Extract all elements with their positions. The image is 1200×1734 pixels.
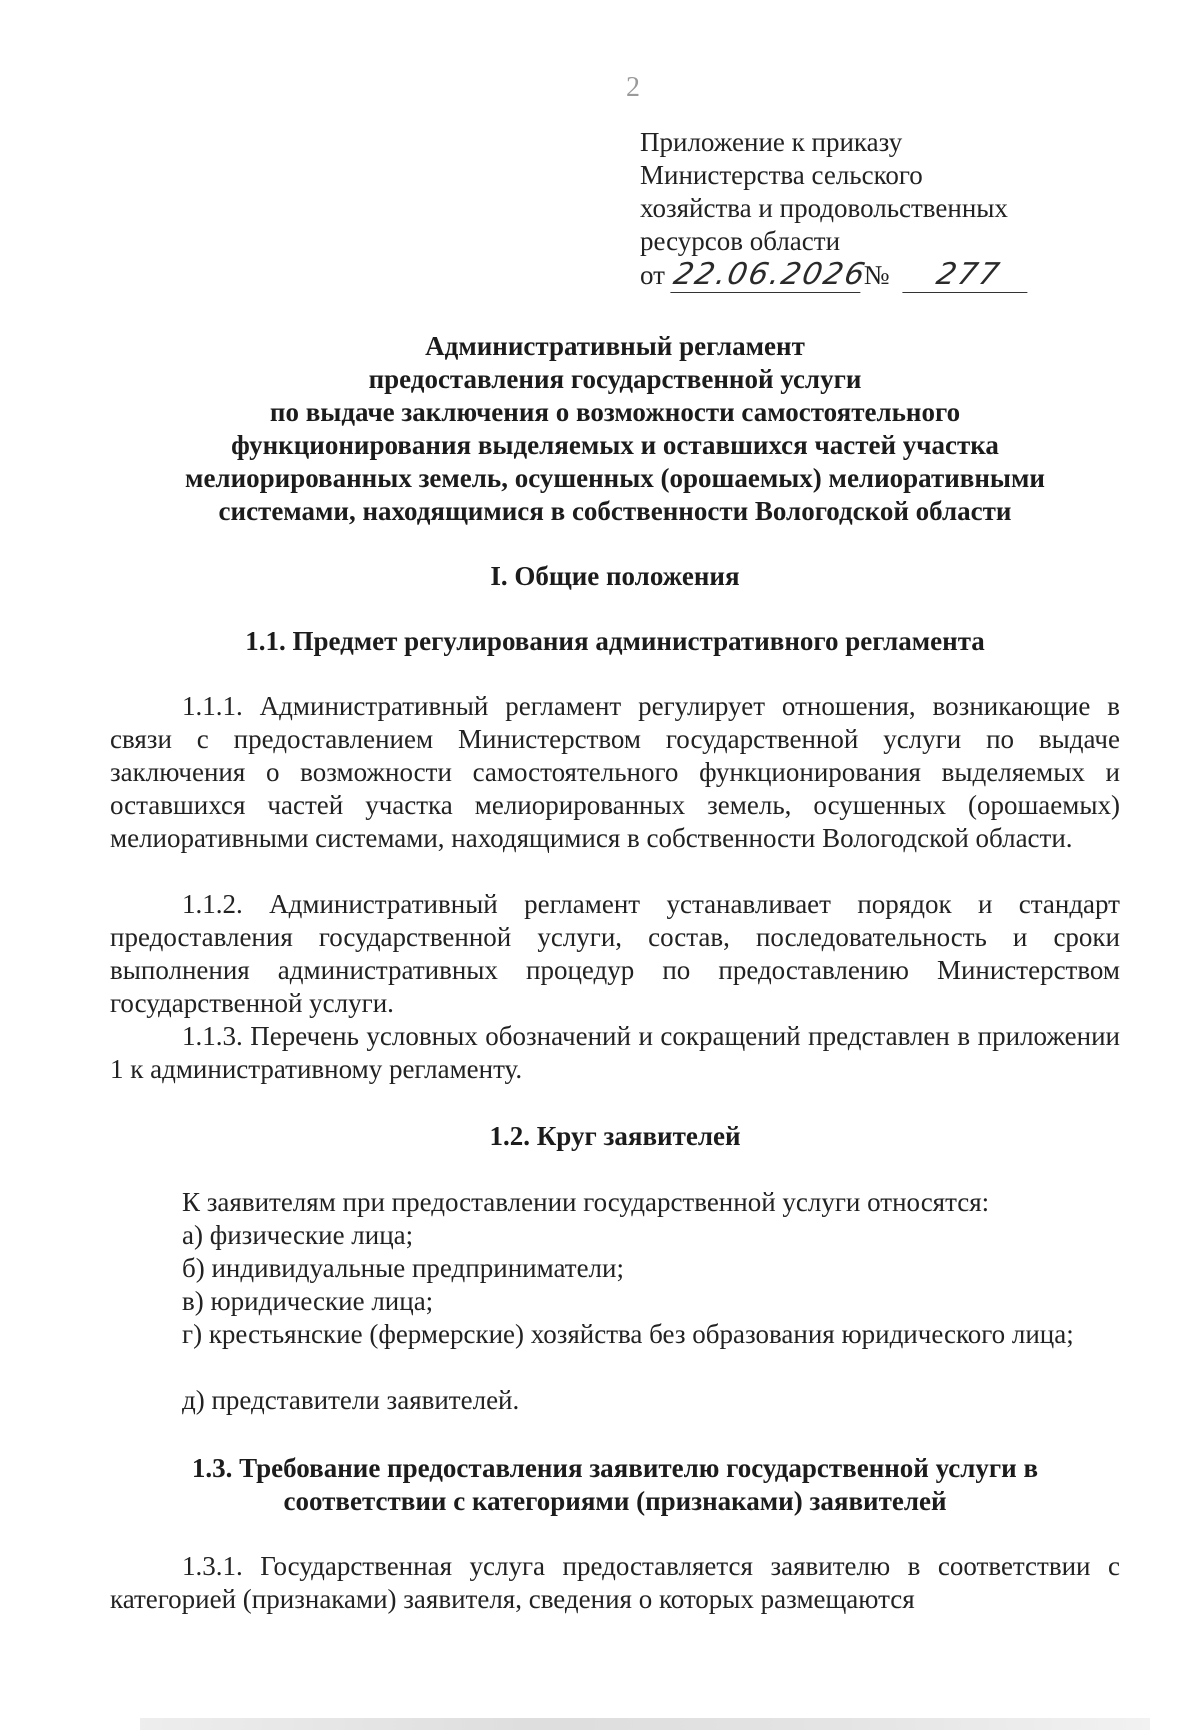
document-title — [110, 330, 1120, 528]
appendix-line: Приложение к приказу — [640, 127, 903, 157]
subsection-heading-1-3-line1: 1.3. Требование предоставления заявителю государственной услуги в — [191, 1453, 1039, 1483]
list-item: г) крестьянские (фермерские) хозяйства без образования юридического лица; — [182, 1319, 1074, 1349]
order-date-number-row — [640, 258, 1160, 298]
applicants-intro: К заявителям при предоставлении государственной услуги относятся: — [182, 1187, 990, 1217]
section-heading-general: I. Общие положения — [490, 561, 740, 591]
subsection-heading-1-2: 1.2. Круг заявителей — [489, 1121, 741, 1151]
title-line: системами, находящимися в собственности Вологодской области — [218, 496, 1012, 526]
date-prefix: от — [640, 260, 665, 290]
appendix-line: ресурсов области — [640, 226, 841, 256]
paragraph-1-3-1: 1.3.1. Государственная услуга предоставляется заявителю в соответствии с категорией (признаками) заявителя, сведения о которых размещаются — [110, 1551, 1120, 1614]
title-line: Административный регламент — [425, 331, 805, 361]
appendix-block — [640, 126, 1160, 298]
list-item: а) физические лица; — [182, 1220, 414, 1250]
appendix-line: Министерства сельского — [640, 160, 923, 190]
scan-edge-shadow — [140, 1718, 1150, 1730]
list-item: в) юридические лица; — [182, 1286, 434, 1316]
handwritten-order-number: 277 — [902, 258, 1034, 293]
appendix-line: хозяйства и продовольственных — [640, 193, 1008, 223]
title-line: по выдаче заключения о возможности самостоятельного — [269, 397, 961, 427]
subsection-heading-1-1: 1.1. Предмет регулирования административного регламента — [245, 626, 985, 656]
handwritten-date: 22.06.2026 — [670, 257, 870, 292]
title-line: функционирования выделяемых и оставшихся частей участка — [231, 430, 999, 460]
title-line: мелиорированных земель, осушенных (орошаемых) мелиоративными — [185, 463, 1045, 493]
title-line: предоставления государственной услуги — [368, 364, 862, 394]
paragraph-1-1-1: 1.1.1. Административный регламент регулирует отношения, возникающие в связи с предоставлением Министерством государственной услуги по выдаче заключения о возможности самостоятельного функционирования выделяемых и оставшихся частей участка мелиорированных земель, осушенных (орошаемых) мелиоративными системами, находящимися в собственности Вологодской области. — [110, 691, 1120, 853]
list-item: д) представители заявителей. — [182, 1385, 520, 1415]
page-number: 2 — [626, 72, 640, 103]
paragraph-1-1-2: 1.1.2. Административный регламент устанавливает порядок и стандарт предоставления государственной услуги, состав, последовательность и сроки выполнения административных процедур по предоставлению Министерством государственной услуги. — [110, 889, 1120, 1018]
number-sign: № — [863, 260, 890, 290]
subsection-heading-1-3-line2: соответствии с категориями (признаками) заявителей — [283, 1486, 947, 1516]
paragraph-1-1-3: 1.1.3. Перечень условных обозначений и сокращений представлен в приложении 1 к административному регламенту. — [110, 1021, 1120, 1084]
list-item: б) индивидуальные предприниматели; — [182, 1253, 624, 1283]
